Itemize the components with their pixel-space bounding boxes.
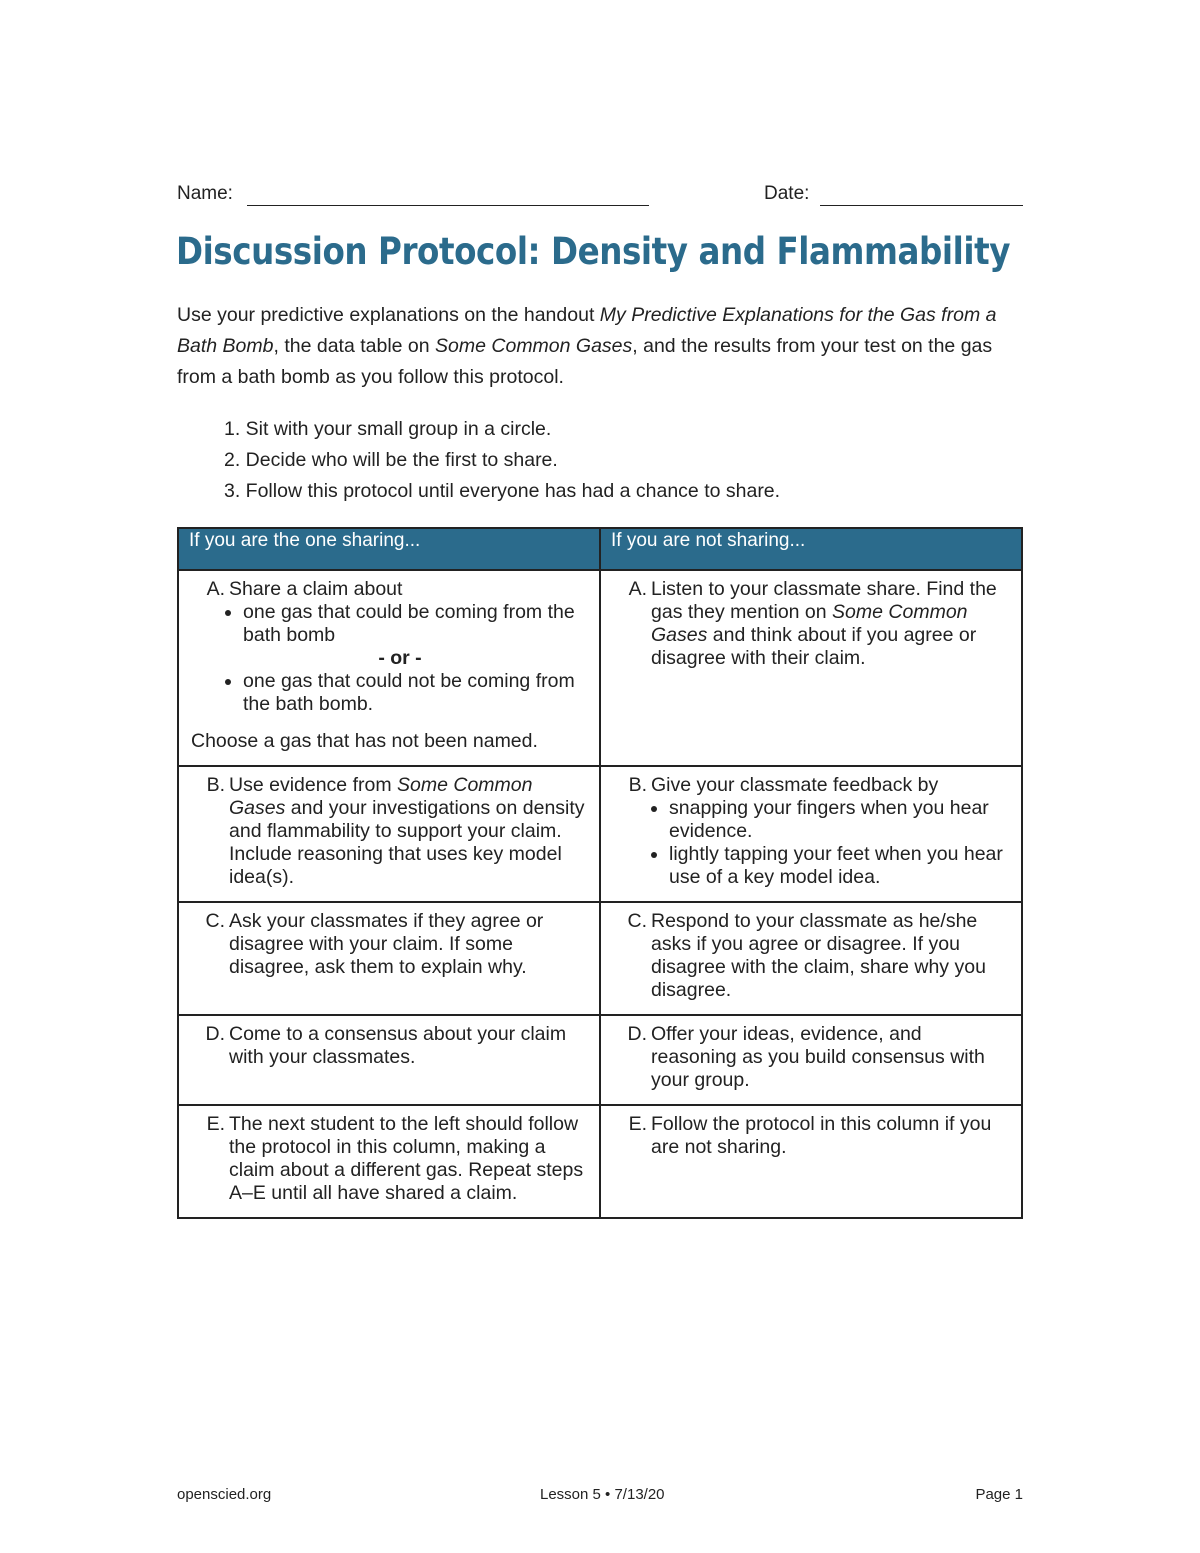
row-letter: D. [627, 1023, 647, 1045]
row-letter: A. [206, 578, 225, 600]
cell-not-sharing-e [600, 1105, 1022, 1218]
intro-text-1: Use your predictive explanations on the handout [177, 304, 600, 326]
cell-text: Offer your ideas, evidence, and reasoning as you build consensus with your group. [651, 1023, 985, 1091]
footer-site: openscied.org [177, 1486, 272, 1503]
gases-reference: Some Common Gases [229, 774, 533, 819]
table-row [178, 1015, 1022, 1105]
footer-page-number: Page 1 [975, 1486, 1023, 1503]
cell-not-sharing-a [600, 570, 1022, 766]
cell-not-sharing-b [600, 766, 1022, 902]
row-letter: B. [628, 774, 647, 796]
page-footer [177, 1486, 1023, 1510]
name-date-header [177, 183, 1023, 213]
claim-options-list [193, 601, 587, 647]
cell-sharing-b [178, 766, 600, 902]
cell-text: Give your classmate feedback by [651, 774, 939, 796]
gases-reference: Some Common Gases [651, 601, 968, 646]
text-part: and think about if you agree or disagree with their claim. [651, 624, 977, 669]
table-row [178, 1105, 1022, 1218]
table-title-reference: Some Common Gases [435, 335, 633, 357]
feedback-list [615, 797, 1009, 889]
cell-text: Ask your classmates if they agree or disagree with your claim. If some disagree, ask them to explain why. [229, 910, 544, 978]
row-letter: D. [205, 1023, 225, 1045]
list-item: • one gas that could be coming from the bath bomb [243, 601, 587, 647]
cell-sharing-a [178, 570, 600, 766]
intro-paragraph [177, 300, 1027, 393]
cell-text: The next student to the left should follow the protocol in this column, making a claim about a different gas. Repeat steps A–E until all have shared a claim. [229, 1113, 584, 1204]
cell-text [651, 578, 1009, 670]
text-part: Use evidence from [229, 774, 397, 796]
table-row [178, 570, 1022, 766]
row-letter: B. [206, 774, 225, 796]
name-blank-line[interactable] [247, 205, 649, 206]
step-item: 1. Sit with your small group in a circle. [224, 418, 552, 440]
cell-text: Come to a consensus about your claim with your classmates. [229, 1023, 567, 1068]
step-item: 2. Decide who will be the first to share. [224, 449, 558, 471]
table-row [178, 902, 1022, 1015]
steps-list [224, 414, 780, 507]
intro-text-2: , the data table on [273, 335, 436, 357]
cell-not-sharing-c [600, 902, 1022, 1015]
intro-text-3: , and the results from your test on the gas from a bath bomb as you follow this protocol. [177, 335, 993, 388]
table-row [178, 766, 1022, 902]
cell-sharing-d [178, 1015, 600, 1105]
date-blank-line[interactable] [820, 205, 1023, 206]
list-item: • one gas that could not be coming from the bath bomb. [243, 670, 587, 716]
cell-text [229, 774, 587, 889]
text-part: Listen to your classmate share. Find the gas they mention on [651, 578, 997, 623]
header-not-sharing: If you are not sharing... [600, 528, 1022, 570]
name-label: Name: [177, 183, 233, 204]
cell-text: Respond to your classmate as he/she asks if you agree or disagree. If you disagree with the claim, share why you disagree. [651, 910, 986, 1001]
cell-note: Choose a gas that has not been named. [191, 730, 538, 752]
footer-lesson-date: Lesson 5 • 7/13/20 [540, 1486, 665, 1503]
page-title: Discussion Protocol: Density and Flammability [176, 230, 1011, 273]
cell-sharing-e [178, 1105, 600, 1218]
cell-text: Share a claim about [229, 578, 403, 600]
list-item: • lightly tapping your feet when you hear use of a key model idea. [669, 843, 1009, 889]
or-separator: - or - [378, 647, 422, 669]
row-letter: E. [206, 1113, 225, 1135]
row-letter: C. [205, 910, 225, 932]
handout-title: My Predictive Explanations for the Gas from a Bath Bomb [177, 304, 997, 357]
row-letter: C. [627, 910, 647, 932]
protocol-table [177, 527, 1023, 1219]
row-letter: E. [628, 1113, 647, 1135]
step-item: 3. Follow this protocol until everyone has had a chance to share. [224, 480, 781, 502]
text-part: and your investigations on density and flammability to support your claim. Include reasoning that uses key model idea(s). [229, 797, 585, 888]
cell-not-sharing-d [600, 1015, 1022, 1105]
cell-text: Follow the protocol in this column if you are not sharing. [651, 1113, 992, 1158]
claim-options-list [193, 670, 587, 716]
table-header-row [178, 528, 1022, 570]
cell-sharing-c [178, 902, 600, 1015]
header-sharing: If you are the one sharing... [178, 528, 600, 570]
list-item: • snapping your fingers when you hear evidence. [669, 797, 1009, 843]
date-label: Date: [764, 183, 810, 204]
row-letter: A. [628, 578, 647, 600]
